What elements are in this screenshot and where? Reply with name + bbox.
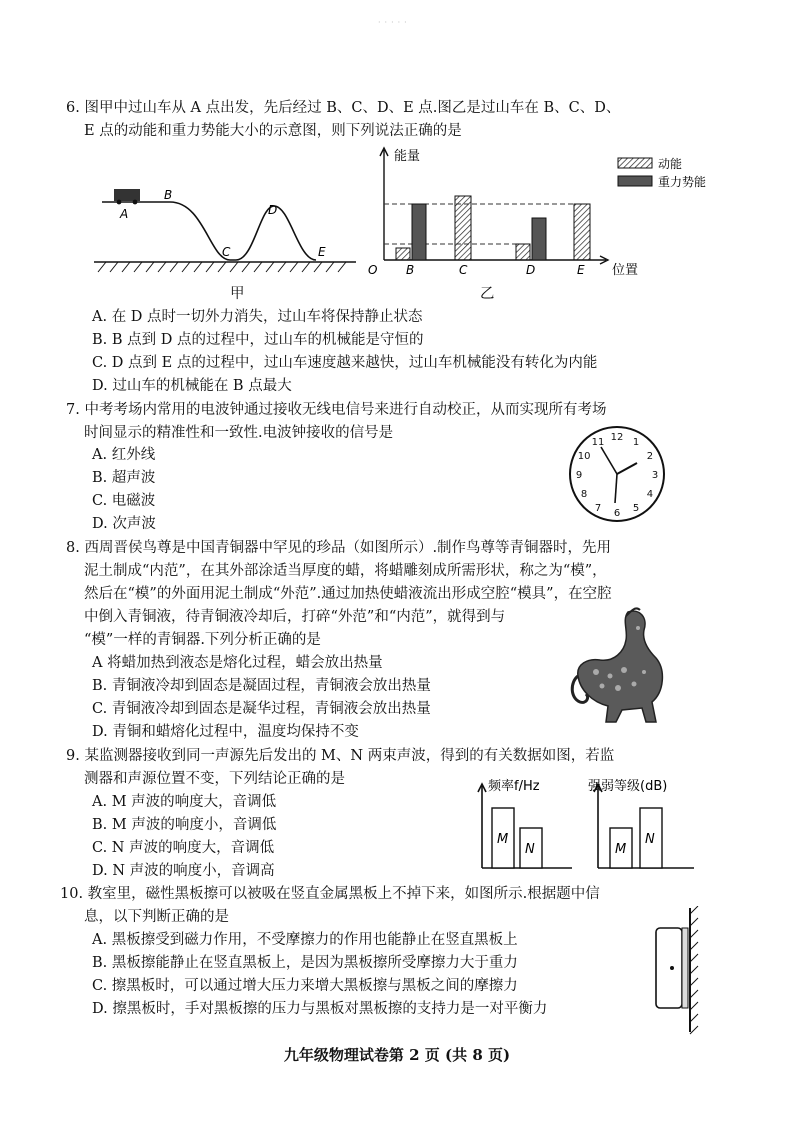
q7-option-b: B. 超声波: [92, 470, 156, 486]
q8-stem-line1: 8. 西周晋侯鸟尊是中国青铜器中罕见的珍品（如图所示）.制作鸟尊等青铜器时，先用: [66, 540, 612, 556]
q10-option-a: A. 黑板擦受到磁力作用，不受摩擦力的作用也能静止在竖直黑板上: [92, 932, 518, 948]
q9-chart-frequency: [468, 776, 578, 872]
clock-number-8: 8: [580, 489, 588, 500]
q9-stem-line2: 测器和声源位置不变，下列结论正确的是: [84, 771, 345, 787]
clock-number-10: 10: [577, 451, 591, 462]
eraser: [656, 928, 682, 1008]
clock-number-4: 4: [646, 489, 654, 500]
clock-number-11: 11: [591, 437, 605, 449]
q7-option-c: C. 电磁波: [92, 493, 156, 509]
label-c: C: [222, 245, 231, 259]
q8-option-c: C. 青铜液冷却到固态是凝华过程，青铜液会放出热量: [92, 701, 431, 717]
q9-option-c: C. N 声波的响度大，音调低: [92, 840, 275, 856]
q9-option-a: A. M 声波的响度大，音调低: [92, 794, 277, 810]
blackboard-eraser-figure: [648, 906, 708, 1036]
bar-label-n: N: [645, 832, 655, 847]
bar-label-m: M: [497, 832, 509, 847]
clock-icon: [563, 423, 671, 525]
legend-kinetic: 动能: [658, 157, 683, 171]
q7-option-d: D. 次声波: [92, 516, 156, 532]
q8-option-a: A 将蜡加热到液态是熔化过程，蜡会放出热量: [92, 655, 383, 671]
freq-ylabel: 频率f/Hz: [488, 779, 540, 794]
q8-option-b: B. 青铜液冷却到固态是凝固过程，青铜液会放出热量: [92, 678, 431, 694]
q7-option-a: A. 红外线: [92, 447, 156, 463]
clock-number-9: 9: [575, 470, 583, 481]
q6-figure-yi: [366, 142, 721, 282]
q8-stem-line5: “模”一样的青铜器.下列分析正确的是: [84, 632, 321, 648]
q7-stem-line2: 时间显示的精准性和一致性.电波钟接收的信号是: [84, 425, 394, 441]
top-decoration: ·····: [378, 18, 411, 27]
origin-label: O: [368, 263, 378, 277]
q6-stem-line1: 6. 图甲中过山车从 A 点出发，先后经过 B、C、D、E 点.图乙是过山车在 B、C、D、: [66, 100, 621, 116]
q6-option-a: A. 在 D 点时一切外力消失，过山车将保持静止状态: [92, 309, 423, 325]
q6-stem-line2: E 点的动能和重力势能大小的示意图，则下列说法正确的是: [84, 123, 462, 139]
pos-e: E: [577, 263, 585, 277]
clock-number-2: 2: [646, 451, 654, 462]
clock-number-12: 12: [610, 432, 624, 443]
clock-number-5: 5: [632, 502, 640, 514]
q10-stem-line2: 息，以下判断正确的是: [84, 909, 229, 925]
label-d: D: [268, 203, 278, 217]
q6-figure-jia: [94, 180, 364, 300]
pos-b: B: [406, 263, 415, 277]
page-footer: 九年级物理试卷第 2 页 (共 8 页): [283, 1046, 511, 1064]
yi-ylabel: 能量: [394, 149, 421, 164]
q7-stem-line1: 7. 中考考场内常用的电波钟通过接收无线电信号来进行自动校正，从而实现所有考场: [66, 402, 607, 418]
legend-potential: 重力势能: [658, 175, 707, 189]
coaster-car: [114, 189, 140, 201]
clock-number-7: 7: [594, 502, 602, 514]
label-b: B: [164, 188, 173, 202]
db-ylabel: 强弱等级(dB): [588, 779, 668, 794]
bar-label-m: M: [615, 842, 627, 857]
q10-stem-line1: 10. 教室里，磁性黑板擦可以被吸在竖直金属黑板上不掉下来，如图所示.根据题中信: [60, 886, 600, 902]
q6-fig-yi-caption: 乙: [480, 286, 495, 302]
bronze-bird-vessel-image: [566, 606, 676, 728]
q6-option-d: D. 过山车的机械能在 B 点最大: [92, 378, 292, 394]
label-a: A: [120, 207, 129, 221]
q10-option-c: C. 擦黑板时，可以通过增大压力来增大黑板擦与黑板之间的摩擦力: [92, 978, 518, 994]
pos-c: C: [459, 263, 468, 277]
q9-option-b: B. M 声波的响度小，音调低: [92, 817, 277, 833]
q10-option-b: B. 黑板擦能静止在竖直黑板上，是因为黑板擦所受摩擦力大于重力: [92, 955, 518, 971]
q8-stem-line3: 然后在“模”的外面用泥土制成“外范”.通过加热使蜡液流出形成空腔“模具”，在空腔: [84, 586, 612, 602]
q8-stem-line2: 泥土制成“内范”，在其外部涂适当厚度的蜡，将蜡雕刻成所需形状，称之为“模”，: [84, 563, 607, 579]
q6-fig-jia-caption: 甲: [230, 286, 245, 302]
clock-number-1: 1: [632, 437, 640, 449]
q9-stem-line1: 9. 某监测器接收到同一声源先后发出的 M、N 两束声波，得到的有关数据如图，若监: [66, 748, 615, 764]
q8-stem-line4: 中倒入青铜液，待青铜液冷却后，打碎“外范”和“内范”，就得到与: [84, 609, 506, 625]
q9-chart-loudness: [584, 776, 714, 872]
pos-d: D: [526, 263, 536, 277]
label-e: E: [318, 245, 326, 259]
yi-xlabel: 位置: [612, 263, 639, 278]
bar-label-n: N: [525, 842, 535, 857]
clock-number-6: 6: [613, 508, 621, 519]
q10-option-d: D. 擦黑板时，手对黑板擦的压力与黑板对黑板擦的支持力是一对平衡力: [92, 1001, 548, 1017]
q6-option-c: C. D 点到 E 点的过程中，过山车速度越来越快，过山车机械能没有转化为内能: [92, 355, 598, 371]
q6-option-b: B. B 点到 D 点的过程中，过山车的机械能是守恒的: [92, 332, 424, 348]
q9-option-d: D. N 声波的响度小，音调高: [92, 863, 275, 879]
clock-number-3: 3: [651, 470, 659, 481]
q8-option-d: D. 青铜和蜡熔化过程中，温度均保持不变: [92, 724, 359, 740]
